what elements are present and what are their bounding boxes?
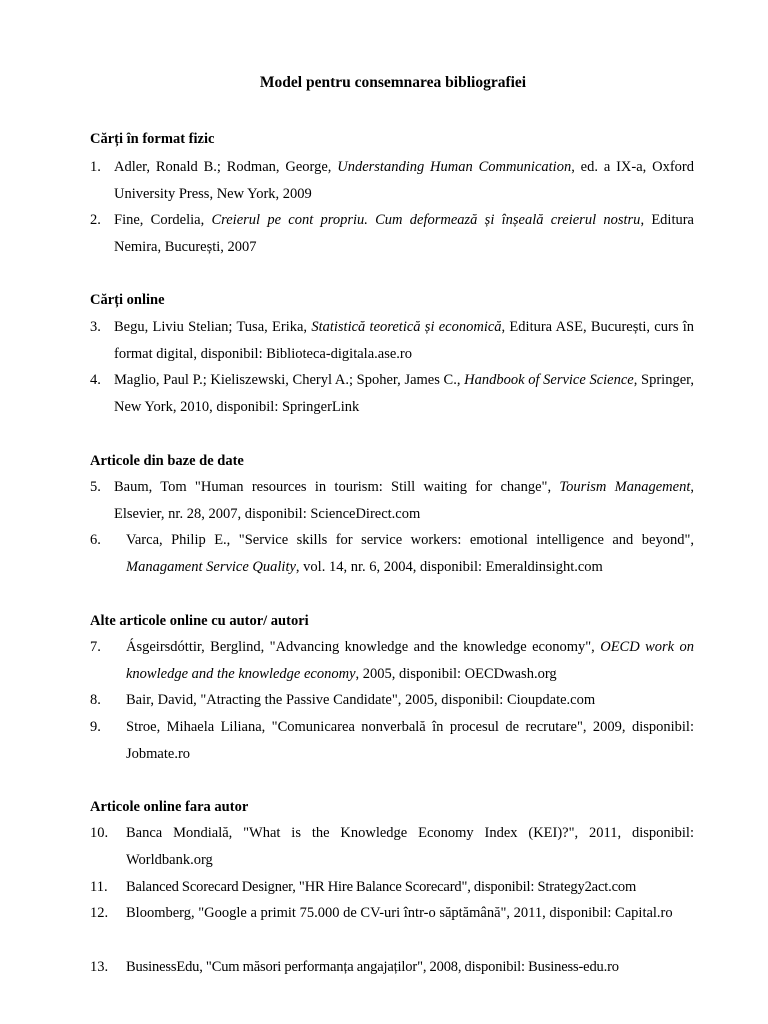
entry-details: , Editura ASE, București, curs în format digital, disponibil: Biblioteca-digitala.ase.ro	[114, 319, 694, 362]
bibliography-entry	[90, 367, 694, 420]
entry-number: 11.	[90, 879, 108, 895]
entry-details: , Elsevier, nr. 28, 2007, disponibil: ScienceDirect.com	[114, 479, 694, 522]
bibliography-entry	[90, 900, 694, 927]
entry-title: Managament Service Quality	[126, 558, 296, 575]
entry-title: OECD work on knowledge and the knowledge economy	[126, 639, 694, 682]
section-heading: Cărți în format fizic	[90, 131, 215, 147]
bibliography-entry	[90, 314, 694, 367]
bibliography-entry	[90, 634, 694, 687]
entry-text: Bair, David, "Atracting the Passive Candidate", 2005, disponibil: Cioupdate.com	[126, 692, 596, 708]
entry-number: 6.	[90, 532, 101, 548]
entry-number: 7.	[90, 639, 101, 655]
section-heading: Articole din baze de date	[90, 453, 244, 469]
entry-details: , ed. a IX-a, Oxford University Press, New York, 2009	[114, 159, 694, 202]
entry-title: Statistică teoretică și economică	[311, 319, 502, 335]
bibliography-entry	[90, 527, 694, 580]
entry-number: 4.	[90, 372, 101, 388]
entry-details: , vol. 14, nr. 6, 2004, disponibil: Emeraldinsight.com	[295, 558, 603, 575]
entry-title: Understanding Human Communication	[337, 159, 572, 175]
entry-text: Maglio, Paul P.; Kieliszewski, Cheryl A.; Spoher, James C.,	[114, 372, 465, 388]
entry-title: Handbook of Service Science	[464, 372, 634, 388]
entry-details: , 2005, disponibil: OECDwash.org	[355, 665, 557, 682]
section-heading: Alte articole online cu autor/ autori	[90, 613, 309, 629]
entry-text: Banca Mondială, "What is the Knowledge Economy Index (KEI)?", 2011, disponibil: Worldbank.org	[126, 825, 694, 868]
entry-text: Baum, Tom "Human resources in tourism: Still waiting for change",	[114, 479, 560, 495]
entry-number: 13.	[90, 959, 109, 975]
entry-number: 2.	[90, 212, 101, 228]
entry-text: BusinessEdu, "Cum măsori performanța angajaților", 2008, disponibil: Business-edu.ro	[126, 959, 619, 975]
entry-details: , Springer, New York, 2010, disponibil: SpringerLink	[114, 372, 694, 415]
entry-text: Balanced Scorecard Designer, "HR Hire Balance Scorecard", disponibil: Strategy2act.com	[126, 879, 637, 895]
bibliography-entry	[90, 874, 694, 901]
entry-number: 9.	[90, 719, 101, 735]
entry-text: Varca, Philip E., "Service skills for service workers: emotional intelligence and beyond",	[126, 532, 694, 548]
bibliography-entry	[90, 474, 694, 527]
entry-number: 10.	[90, 825, 109, 841]
bibliography-entry	[90, 820, 694, 873]
entry-text: Fine, Cordelia,	[114, 212, 212, 228]
entry-number: 5.	[90, 479, 101, 495]
entry-title: Tourism Management	[559, 479, 691, 495]
entry-number: 12.	[90, 905, 109, 921]
document-title: Model pentru consemnarea bibliografiei	[259, 74, 527, 91]
entry-number: 8.	[90, 692, 101, 708]
entry-text: Adler, Ronald B.; Rodman, George,	[114, 159, 338, 175]
entry-number: 3.	[90, 319, 101, 335]
entry-text: Begu, Liviu Stelian; Tusa, Erika,	[114, 319, 312, 335]
entry-details: , Editura Nemira, București, 2007	[114, 212, 694, 255]
section-heading: Articole online fara autor	[90, 799, 249, 815]
bibliography-entry	[90, 154, 694, 207]
entry-title: Creierul pe cont propriu. Cum deformează și înșeală creierul nostru	[211, 212, 641, 228]
bibliography-entry	[90, 954, 694, 981]
entry-text: Bloomberg, "Google a primit 75.000 de CV-uri într-o săptămână", 2011, disponibil: Capital.ro	[126, 905, 673, 921]
bibliography-entry	[90, 714, 694, 767]
bibliography-entry	[90, 207, 694, 260]
entry-text: Ásgeirsdóttir, Berglind, "Advancing knowledge and the knowledge economy",	[126, 639, 601, 655]
entry-number: 1.	[90, 159, 101, 175]
entry-text: Stroe, Mihaela Liliana, "Comunicarea nonverbală în procesul de recrutare", 2009, disponibil: Jobmate.ro	[126, 719, 694, 762]
bibliography-entry	[90, 687, 694, 714]
section-heading: Cărți online	[90, 292, 165, 308]
